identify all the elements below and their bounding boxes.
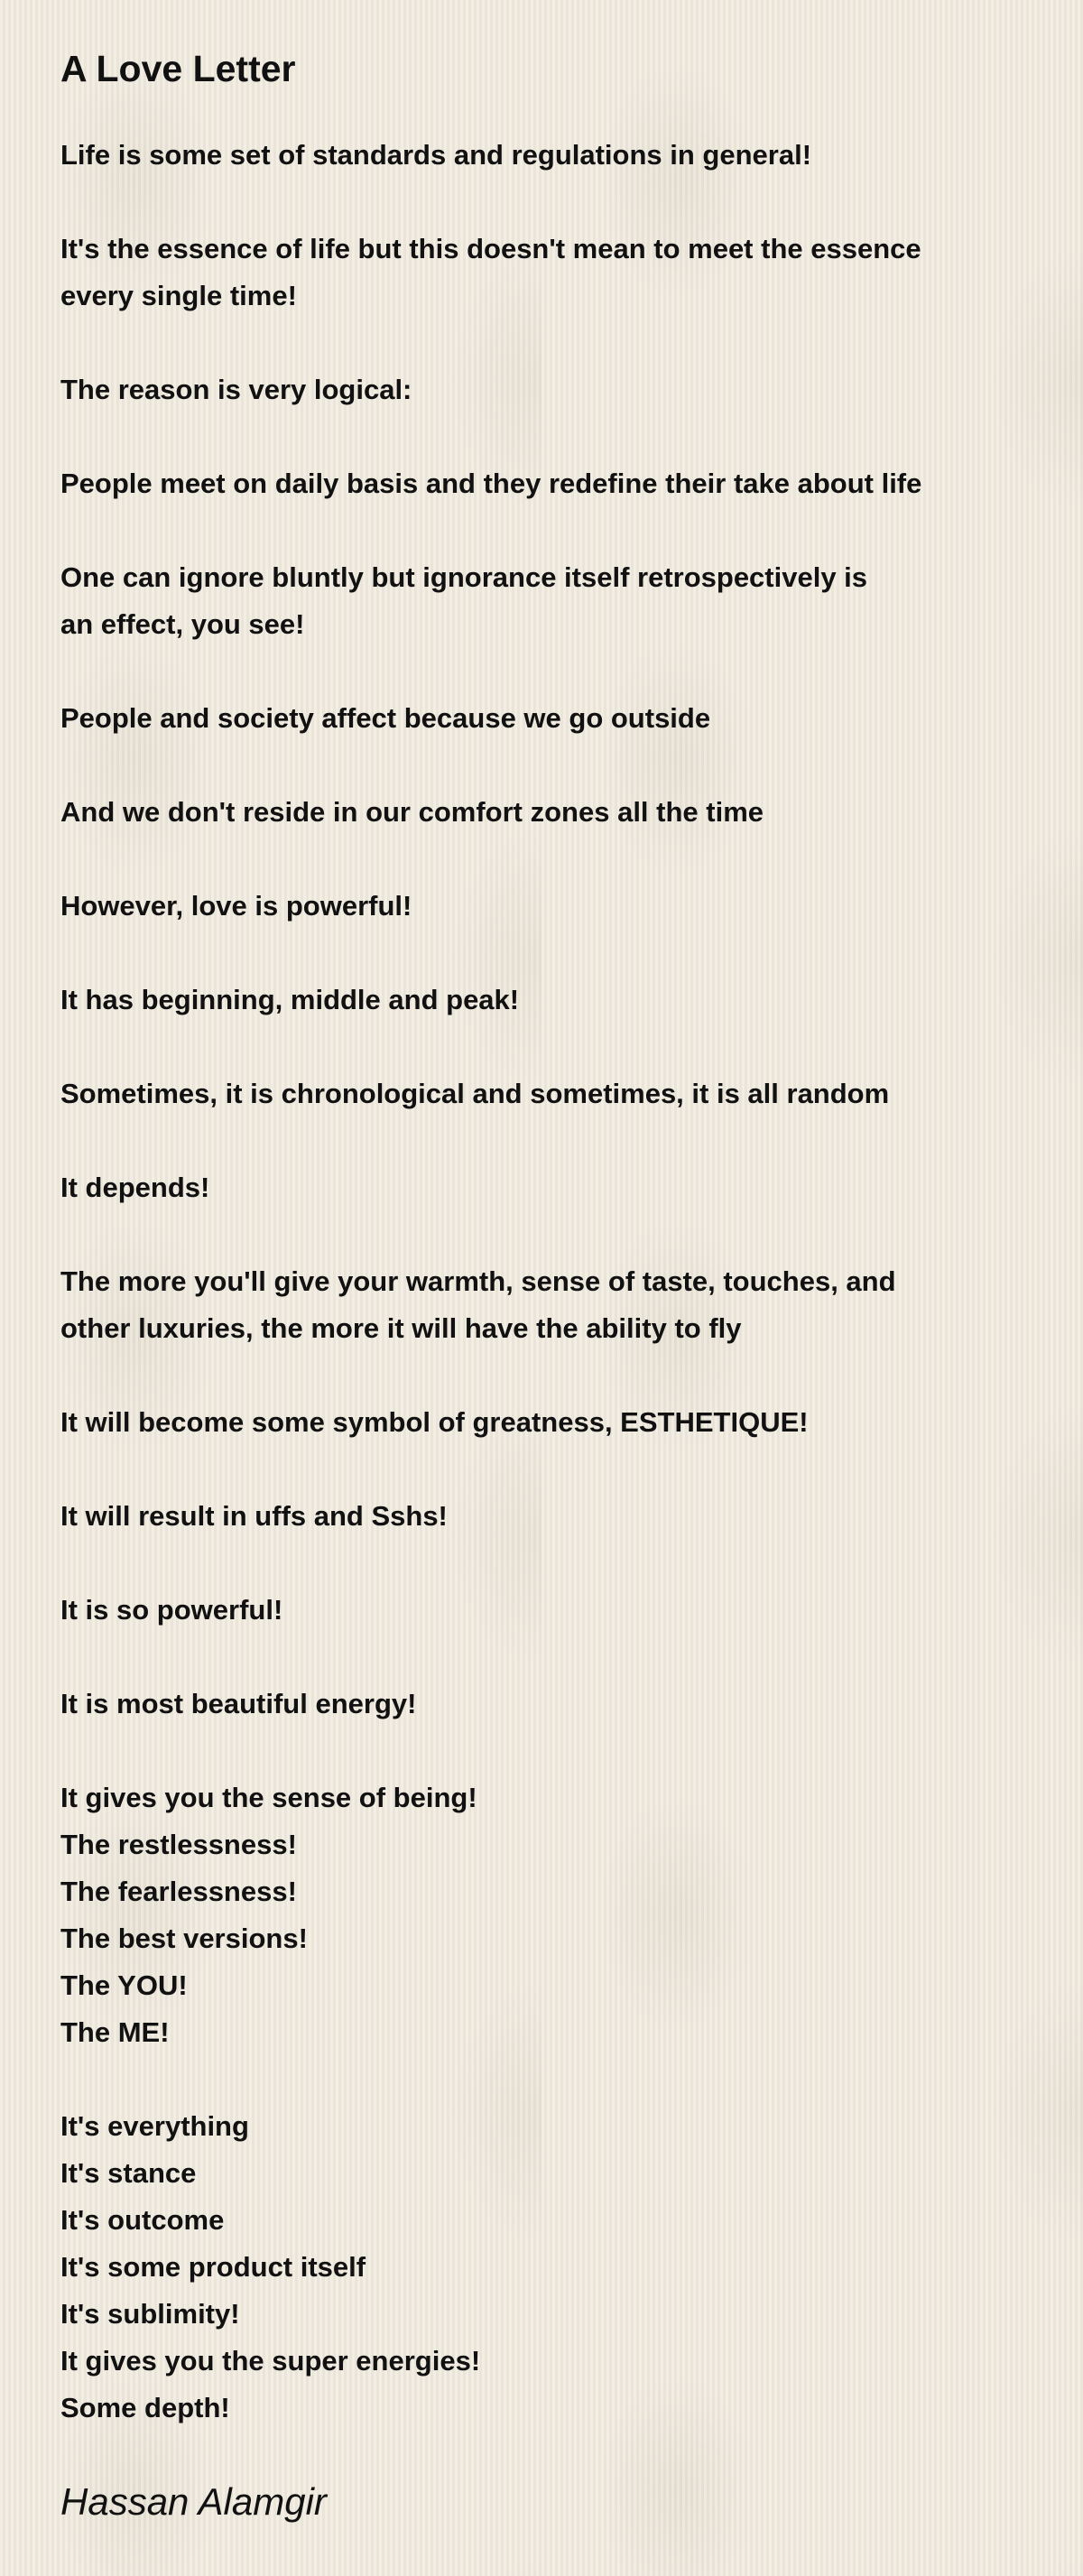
poem-stanza	[60, 1258, 1017, 1352]
poem-line: However, love is powerful!	[60, 890, 412, 922]
poem-line: The fearlessness!	[60, 1876, 297, 1907]
poem-line: The ME!	[60, 2016, 170, 2048]
poem-stanza	[60, 977, 1017, 1024]
poem-line: It has beginning, middle and peak!	[60, 984, 520, 1015]
poem-title: A Love Letter	[60, 48, 296, 89]
poem-line: It's sublimity!	[60, 2298, 240, 2330]
poem-stanza	[60, 695, 1017, 742]
poem-stanza	[60, 1587, 1017, 1634]
poem-line: It will become some symbol of greatness, ESTHETIQUE!	[60, 1406, 809, 1438]
poem-line: Life is some set of standards and regulations in general!	[60, 139, 812, 171]
poem-line: Some depth!	[60, 2392, 230, 2423]
poem-line: The reason is very logical:	[60, 374, 412, 405]
poem-line: other luxuries, the more it will have the ability to fly	[60, 1312, 742, 1344]
poem-line: It depends!	[60, 1172, 210, 1203]
poem-stanza	[60, 226, 1017, 320]
poem-line: The more you'll give your warmth, sense of taste, touches, and	[60, 1265, 896, 1297]
poem-stanza	[60, 789, 1017, 836]
poem-stanza	[60, 1493, 1017, 1540]
poem-line: It's everything	[60, 2110, 249, 2142]
poem-line: One can ignore bluntly but ignorance itself retrospectively is	[60, 561, 868, 593]
poem-line: It's some product itself	[60, 2251, 366, 2283]
poem-line: And we don't reside in our comfort zones all the time	[60, 796, 764, 828]
poem-author: Hassan Alamgir	[60, 2480, 327, 2523]
poem-line: an effect, you see!	[60, 608, 305, 640]
poem-body	[60, 132, 1017, 2432]
poem-stanza	[60, 2103, 1017, 2432]
poem-stanza	[60, 1164, 1017, 1211]
poem-line: People meet on daily basis and they redefine their take about life	[60, 468, 922, 499]
poem-stanza	[60, 554, 1017, 648]
poem-stanza	[60, 132, 1017, 179]
poem-line: It will result in uffs and Sshs!	[60, 1500, 448, 1532]
poem-stanza	[60, 1774, 1017, 2056]
poem-line: It is most beautiful energy!	[60, 1688, 417, 1719]
poem-stanza	[60, 1070, 1017, 1117]
poem-stanza	[60, 460, 1017, 507]
poem-stanza	[60, 1681, 1017, 1728]
poem-line: People and society affect because we go outside	[60, 702, 711, 734]
poem-stanza	[60, 883, 1017, 930]
poem-line: It is so powerful!	[60, 1594, 283, 1626]
poem-stanza	[60, 366, 1017, 413]
poem-line: every single time!	[60, 280, 297, 311]
poem-line: The best versions!	[60, 1923, 308, 1954]
poem-line: The restlessness!	[60, 1829, 297, 1860]
poem-line: It's outcome	[60, 2204, 225, 2236]
poem-line: It gives you the sense of being!	[60, 1782, 477, 1813]
poem-line: It gives you the super energies!	[60, 2345, 481, 2377]
poem-line: It's stance	[60, 2157, 197, 2189]
poem-stanza	[60, 1399, 1017, 1446]
poem-line: The YOU!	[60, 1969, 188, 2001]
poem-line: It's the essence of life but this doesn't mean to meet the essence	[60, 233, 921, 264]
poem-line: Sometimes, it is chronological and sometimes, it is all random	[60, 1078, 890, 1109]
